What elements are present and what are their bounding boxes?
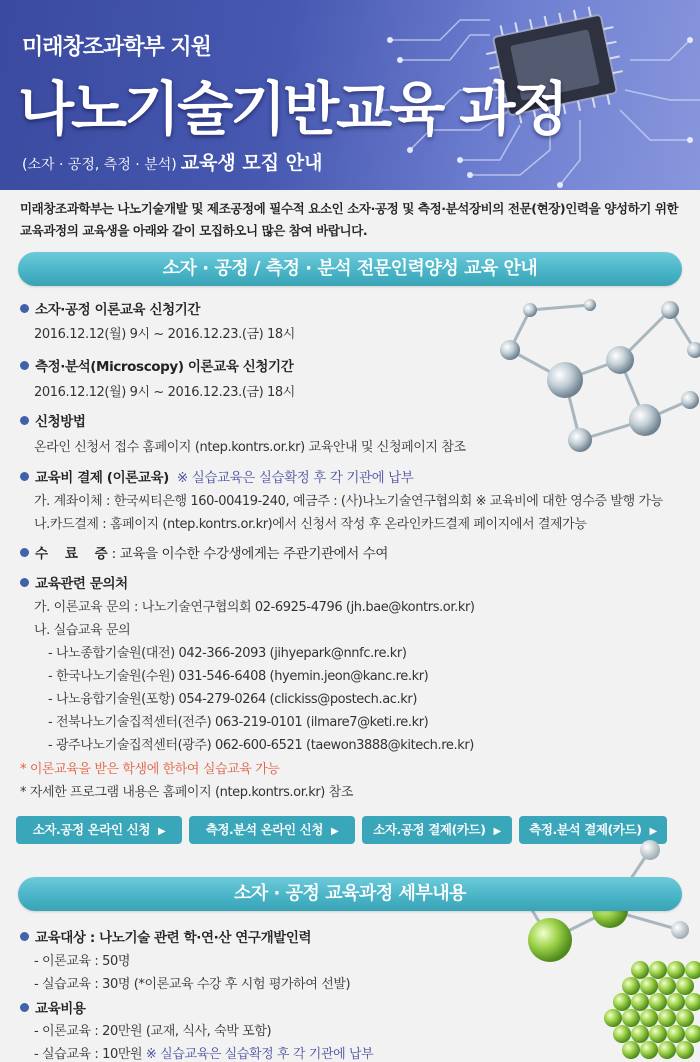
target-line: - 실습교육 : 30명 (*이론교육 수강 후 시험 평가하여 선발) <box>34 977 351 992</box>
bullet-icon <box>20 1003 29 1012</box>
arrow-right-icon: ▶ <box>493 826 501 837</box>
bullet-icon <box>20 361 29 370</box>
item-line: 가. 이론교육 문의 : 나노기술연구협의회 02-6925-4796 (jh.bae@kontrs.or.kr) <box>34 600 475 615</box>
page-title: 나노기술기반교육 과정 <box>18 75 566 143</box>
contact-item: - 나노융합기술원(포항) 054-279-0264 (clickiss@postech.ac.kr) <box>48 692 418 707</box>
button-label: 측정.분석 결제(카드) <box>529 822 642 837</box>
button-label: 소자.공정 결제(카드) <box>373 822 486 837</box>
item-title-text: 교육관련 문의처 <box>35 576 128 592</box>
item-title-contact <box>20 572 128 592</box>
item-line: 2016.12.12(월) 9시 ~ 2016.12.23.(금) 18시 <box>34 327 295 342</box>
section-banner-curriculum: 소자 · 공정 교육과정 세부내용 <box>18 877 682 911</box>
contact-item: - 전북나노기술집적센터(전주) 063-219-0101 (ilmare7@keti.re.kr) <box>48 715 429 730</box>
certificate-text: : 교육을 이수한 수강생에게는 주관기관에서 수여 <box>111 546 389 562</box>
item-title-text: 측정·분석(Microscopy) 이론교육 신청기간 <box>35 359 294 375</box>
item-line: 가. 계좌이체 : 한국씨티은행 160-00419-240, 예금주 : (사)나노기술연구협의회 ※ 교육비에 대한 영수증 발행 가능 <box>34 494 663 509</box>
item-title-text: 수 료 증 <box>35 546 108 562</box>
contact-item: - 한국나노기술원(수원) 031-546-6408 (hyemin.jeon@kanc.re.kr) <box>48 669 429 684</box>
item-line: 나.카드결제 : 홈페이지 (ntep.kontrs.or.kr)에서 신청서 작성 후 온라인카드결제 페이지에서 결제가능 <box>34 517 587 532</box>
item-title-measure-period <box>20 355 293 375</box>
item-title-text: 교육비용 <box>35 1001 86 1017</box>
item-line: 온라인 신청서 접수 홈페이지 (ntep.kontrs.or.kr) 교육안내 및 신청페이지 참조 <box>34 440 466 455</box>
practice-eligibility-note: * 이론교육을 받은 학생에 한하여 실습교육 가능 <box>20 762 280 777</box>
arrow-right-icon: ▶ <box>158 826 166 837</box>
device-online-apply-button[interactable] <box>16 816 182 844</box>
item-title-payment <box>20 466 413 486</box>
contact-item: - 광주나노기술집적센터(광주) 062-600-6521 (taewon3888@kitech.re.kr) <box>48 738 474 753</box>
item-title-device-period <box>20 298 200 318</box>
cost-line-text: - 실습교육 : 10만원 <box>34 1047 143 1062</box>
item-title-text: 교육대상 : 나노기술 관련 학·연·산 연구개발인력 <box>35 930 312 946</box>
bullet-icon <box>20 932 29 941</box>
item-title-target <box>20 926 311 946</box>
contact-item: - 나노종합기술원(대전) 042-366-2093 (jihyepark@nnfc.re.kr) <box>48 646 407 661</box>
cost-line: - 이론교육 : 20만원 (교재, 식사, 숙박 포함) <box>34 1024 272 1039</box>
ministry-label: 미래창조과학부 지원 <box>22 35 211 60</box>
cost-line-note: ※ 실습교육은 실습확정 후 각 기관에 납부 <box>145 1047 374 1062</box>
arrow-right-icon: ▶ <box>331 826 339 837</box>
bullet-icon <box>20 416 29 425</box>
payment-note: ※ 실습교육은 실습확정 후 각 기관에 납부 <box>176 470 414 486</box>
button-label: 측정.분석 온라인 신청 <box>205 822 324 837</box>
item-line: 나. 실습교육 문의 <box>34 623 131 638</box>
arrow-right-icon: ▶ <box>649 826 657 837</box>
molecule-illustration <box>470 290 700 470</box>
target-line: - 이론교육 : 50명 <box>34 954 130 969</box>
header-banner <box>0 0 700 190</box>
item-title-text: 교육비 결제 (이론교육) <box>35 470 169 486</box>
intro-text <box>20 198 690 242</box>
bullet-icon <box>20 548 29 557</box>
item-title-certificate <box>20 542 388 562</box>
item-title-text: 신청방법 <box>35 414 86 430</box>
section-banner-application: 소자 · 공정 / 측정 · 분석 전문인력양성 교육 안내 <box>18 252 682 286</box>
button-label: 소자.공정 온라인 신청 <box>32 822 151 837</box>
bullet-icon <box>20 578 29 587</box>
page-subtitle <box>22 148 322 175</box>
item-line: 2016.12.12(월) 9시 ~ 2016.12.23.(금) 18시 <box>34 385 295 400</box>
intro-line: 미래창조과학부는 나노기술개발 및 제조공정에 필수적 요소인 소자·공정 및 측정·분석장비의 전문(현장)인력을 양성하기 위한 <box>20 201 679 216</box>
subtitle-main: 교육생 모집 안내 <box>180 152 323 174</box>
cost-line <box>34 1043 373 1062</box>
program-detail-note: * 자세한 프로그램 내용은 홈페이지 (ntep.kontrs.or.kr) 참조 <box>20 785 354 800</box>
item-title-text: 소자·공정 이론교육 신청기간 <box>35 302 201 318</box>
measure-online-apply-button[interactable] <box>189 816 355 844</box>
bullet-icon <box>20 304 29 313</box>
green-molecule-illustration <box>490 830 700 1062</box>
intro-line: 교육과정의 교육생을 아래와 같이 모집하오니 많은 참여 바랍니다. <box>20 223 368 238</box>
subtitle-paren: (소자 · 공정, 측정 · 분석) <box>22 157 177 173</box>
bullet-icon <box>20 472 29 481</box>
item-title-method <box>20 410 86 430</box>
item-title-cost <box>20 997 86 1017</box>
